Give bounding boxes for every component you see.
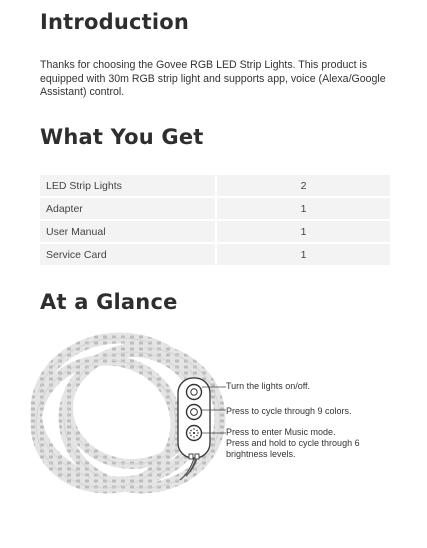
- color-button-icon: [187, 405, 202, 420]
- item-name: User Manual: [40, 221, 217, 242]
- power-callout: Turn the lights on/off.: [226, 381, 311, 391]
- table-row: [40, 198, 390, 219]
- item-qty: 2: [217, 175, 390, 196]
- music-button-icon: [187, 426, 202, 441]
- led-strip-diagram: [20, 322, 380, 512]
- item-qty: 1: [217, 198, 390, 219]
- power-button-icon: [187, 385, 202, 400]
- intro-heading: Introduction: [40, 10, 190, 34]
- color-callout: Press to cycle through 9 colors.: [226, 406, 352, 416]
- music-callout: [226, 427, 360, 460]
- music-callout-line3: brightness levels.: [226, 449, 296, 459]
- item-name: LED Strip Lights: [40, 175, 217, 196]
- what-you-get-heading: What You Get: [40, 125, 204, 149]
- table-row: [40, 244, 390, 265]
- item-qty: 1: [217, 244, 390, 265]
- contents-table: [40, 173, 390, 267]
- intro-paragraph: Thanks for choosing the Govee RGB LED Strip Lights. This product is equipped with 30m RGB strip light and supports app, voice (Alexa/Google Assistant) control.: [40, 59, 386, 99]
- at-a-glance-heading: At a Glance: [40, 290, 178, 314]
- item-name: Adapter: [40, 198, 217, 219]
- music-callout-line1: Press to enter Music mode.: [226, 427, 336, 437]
- item-qty: 1: [217, 221, 390, 242]
- music-callout-line2: Press and hold to cycle through 6: [226, 438, 360, 448]
- table-row: [40, 175, 390, 196]
- table-row: [40, 221, 390, 242]
- item-name: Service Card: [40, 244, 217, 265]
